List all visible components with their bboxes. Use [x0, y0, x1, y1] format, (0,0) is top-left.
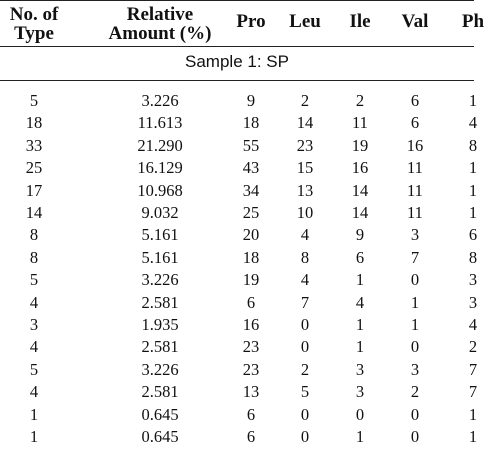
cell-val: 3 — [410, 359, 420, 379]
cell-relative-amount: 2.581 — [141, 382, 179, 402]
cell-val: 16 — [406, 135, 424, 155]
cell-pro: 6 — [246, 427, 256, 446]
cell-no-of-type: 8 — [29, 225, 39, 245]
section-bottom-rule — [0, 80, 474, 81]
header-relative-amount-line2: Amount (%) — [108, 23, 212, 44]
cell-leu: 14 — [296, 113, 314, 133]
header-ile: Ile — [349, 11, 371, 32]
cell-relative-amount: 1.935 — [141, 315, 179, 334]
cell-phe: 6 — [468, 225, 478, 245]
cell-no-of-type: 33 — [25, 135, 43, 155]
cell-leu: 10 — [296, 203, 314, 222]
cell-relative-amount: 5.161 — [141, 247, 179, 267]
cell-ile: 9 — [355, 225, 365, 245]
cell-ile: 1 — [355, 337, 365, 357]
cell-relative-amount: 10.968 — [137, 180, 183, 200]
cell-val: 11 — [407, 203, 423, 222]
cell-pro: 23 — [242, 359, 260, 379]
cell-pro: 6 — [246, 292, 256, 312]
cell-no-of-type: 17 — [25, 180, 43, 200]
table-top-rule — [0, 0, 474, 1]
cell-ile: 19 — [351, 135, 369, 155]
cell-ile: 14 — [351, 203, 369, 222]
cell-val: 1 — [410, 315, 420, 334]
cell-val: 0 — [410, 404, 420, 424]
cell-val: 1 — [410, 292, 420, 312]
cell-val: 6 — [410, 91, 420, 110]
cell-val: 11 — [407, 158, 423, 178]
cell-phe: 1 — [468, 91, 478, 110]
cell-leu: 8 — [300, 247, 310, 267]
cell-no-of-type: 4 — [29, 292, 39, 312]
cell-phe: 1 — [468, 427, 478, 446]
cell-phe: 1 — [468, 203, 478, 222]
cell-relative-amount: 3.226 — [141, 270, 179, 290]
cell-relative-amount: 0.645 — [141, 427, 179, 446]
cell-leu: 13 — [296, 180, 314, 200]
cell-ile: 2 — [355, 91, 365, 110]
cell-no-of-type: 5 — [29, 91, 39, 110]
cell-ile: 1 — [355, 270, 365, 290]
cell-relative-amount: 21.290 — [137, 135, 183, 155]
cell-phe: 1 — [468, 158, 478, 178]
cell-pro: 19 — [242, 270, 260, 290]
cell-phe: 4 — [468, 315, 478, 334]
cell-leu: 0 — [300, 315, 310, 334]
cell-no-of-type: 25 — [25, 158, 43, 178]
cell-no-of-type: 4 — [29, 337, 39, 357]
cell-pro: 55 — [242, 135, 260, 155]
cell-relative-amount: 9.032 — [141, 203, 179, 222]
cell-leu: 15 — [296, 158, 314, 178]
cell-ile: 16 — [351, 158, 369, 178]
cell-pro: 18 — [242, 247, 260, 267]
cell-leu: 5 — [300, 382, 310, 402]
cell-no-of-type: 14 — [25, 203, 43, 222]
cell-pro: 25 — [242, 203, 260, 222]
header-relative-amount-line1: Relative — [126, 4, 194, 25]
cell-relative-amount: 0.645 — [141, 404, 179, 424]
cell-phe: 4 — [468, 113, 478, 133]
cell-leu: 23 — [296, 135, 314, 155]
header-leu: Leu — [289, 11, 321, 32]
cell-leu: 7 — [300, 292, 310, 312]
cell-pro: 9 — [246, 91, 256, 110]
header-no-of-type-line2: Type — [14, 23, 54, 44]
cell-no-of-type: 4 — [29, 382, 39, 402]
cell-pro: 6 — [246, 404, 256, 424]
cell-leu: 2 — [300, 91, 310, 110]
cell-ile: 3 — [355, 382, 365, 402]
cell-no-of-type: 18 — [25, 113, 43, 133]
cell-val: 7 — [410, 247, 420, 267]
cell-relative-amount: 3.226 — [141, 359, 179, 379]
cell-leu: 2 — [300, 359, 310, 379]
cell-leu: 0 — [300, 337, 310, 357]
cell-val: 11 — [407, 180, 423, 200]
cell-relative-amount: 3.226 — [141, 91, 179, 110]
cell-no-of-type: 8 — [29, 247, 39, 267]
cell-relative-amount: 16.129 — [137, 158, 183, 178]
cell-ile: 11 — [352, 113, 368, 133]
cell-no-of-type: 1 — [29, 404, 39, 424]
cell-ile: 0 — [355, 404, 365, 424]
cell-relative-amount: 2.581 — [141, 292, 179, 312]
cell-pro: 20 — [242, 225, 260, 245]
cell-val: 6 — [410, 113, 420, 133]
cell-phe: 7 — [468, 359, 478, 379]
cell-ile: 3 — [355, 359, 365, 379]
cell-phe: 3 — [468, 270, 478, 290]
cell-ile: 1 — [355, 315, 365, 334]
header-phe: Ph — [461, 11, 485, 32]
cell-relative-amount: 5.161 — [141, 225, 179, 245]
cell-val: 0 — [410, 427, 420, 446]
cell-phe: 8 — [468, 247, 478, 267]
cell-ile: 14 — [351, 180, 369, 200]
cell-pro: 18 — [242, 113, 260, 133]
cell-phe: 2 — [468, 337, 478, 357]
cell-phe: 8 — [468, 135, 478, 155]
cell-no-of-type: 5 — [29, 359, 39, 379]
cell-leu: 4 — [300, 270, 310, 290]
cell-phe: 7 — [468, 382, 478, 402]
cell-val: 0 — [410, 270, 420, 290]
cell-val: 0 — [410, 337, 420, 357]
cell-pro: 16 — [242, 315, 260, 334]
cell-leu: 0 — [300, 404, 310, 424]
cell-leu: 0 — [300, 427, 310, 446]
cell-no-of-type: 5 — [29, 270, 39, 290]
cell-pro: 23 — [242, 337, 260, 357]
cell-phe: 1 — [468, 404, 478, 424]
cell-phe: 1 — [468, 180, 478, 200]
cell-pro: 13 — [242, 382, 260, 402]
cell-relative-amount: 2.581 — [141, 337, 179, 357]
cell-ile: 4 — [355, 292, 365, 312]
cell-no-of-type: 3 — [29, 315, 39, 334]
cell-no-of-type: 1 — [29, 427, 39, 446]
section-title: Sample 1: SP — [185, 52, 289, 71]
header-pro: Pro — [236, 11, 266, 32]
cell-val: 3 — [410, 225, 420, 245]
cell-ile: 6 — [355, 247, 365, 267]
header-bottom-rule — [0, 46, 474, 47]
cell-relative-amount: 11.613 — [137, 113, 183, 133]
cell-pro: 43 — [242, 158, 260, 178]
cell-leu: 4 — [300, 225, 310, 245]
cell-val: 2 — [410, 382, 420, 402]
cell-ile: 1 — [355, 427, 365, 446]
cell-pro: 34 — [242, 180, 260, 200]
header-val: Val — [401, 11, 429, 32]
header-no-of-type-line1: No. of — [9, 4, 59, 25]
cell-phe: 3 — [468, 292, 478, 312]
